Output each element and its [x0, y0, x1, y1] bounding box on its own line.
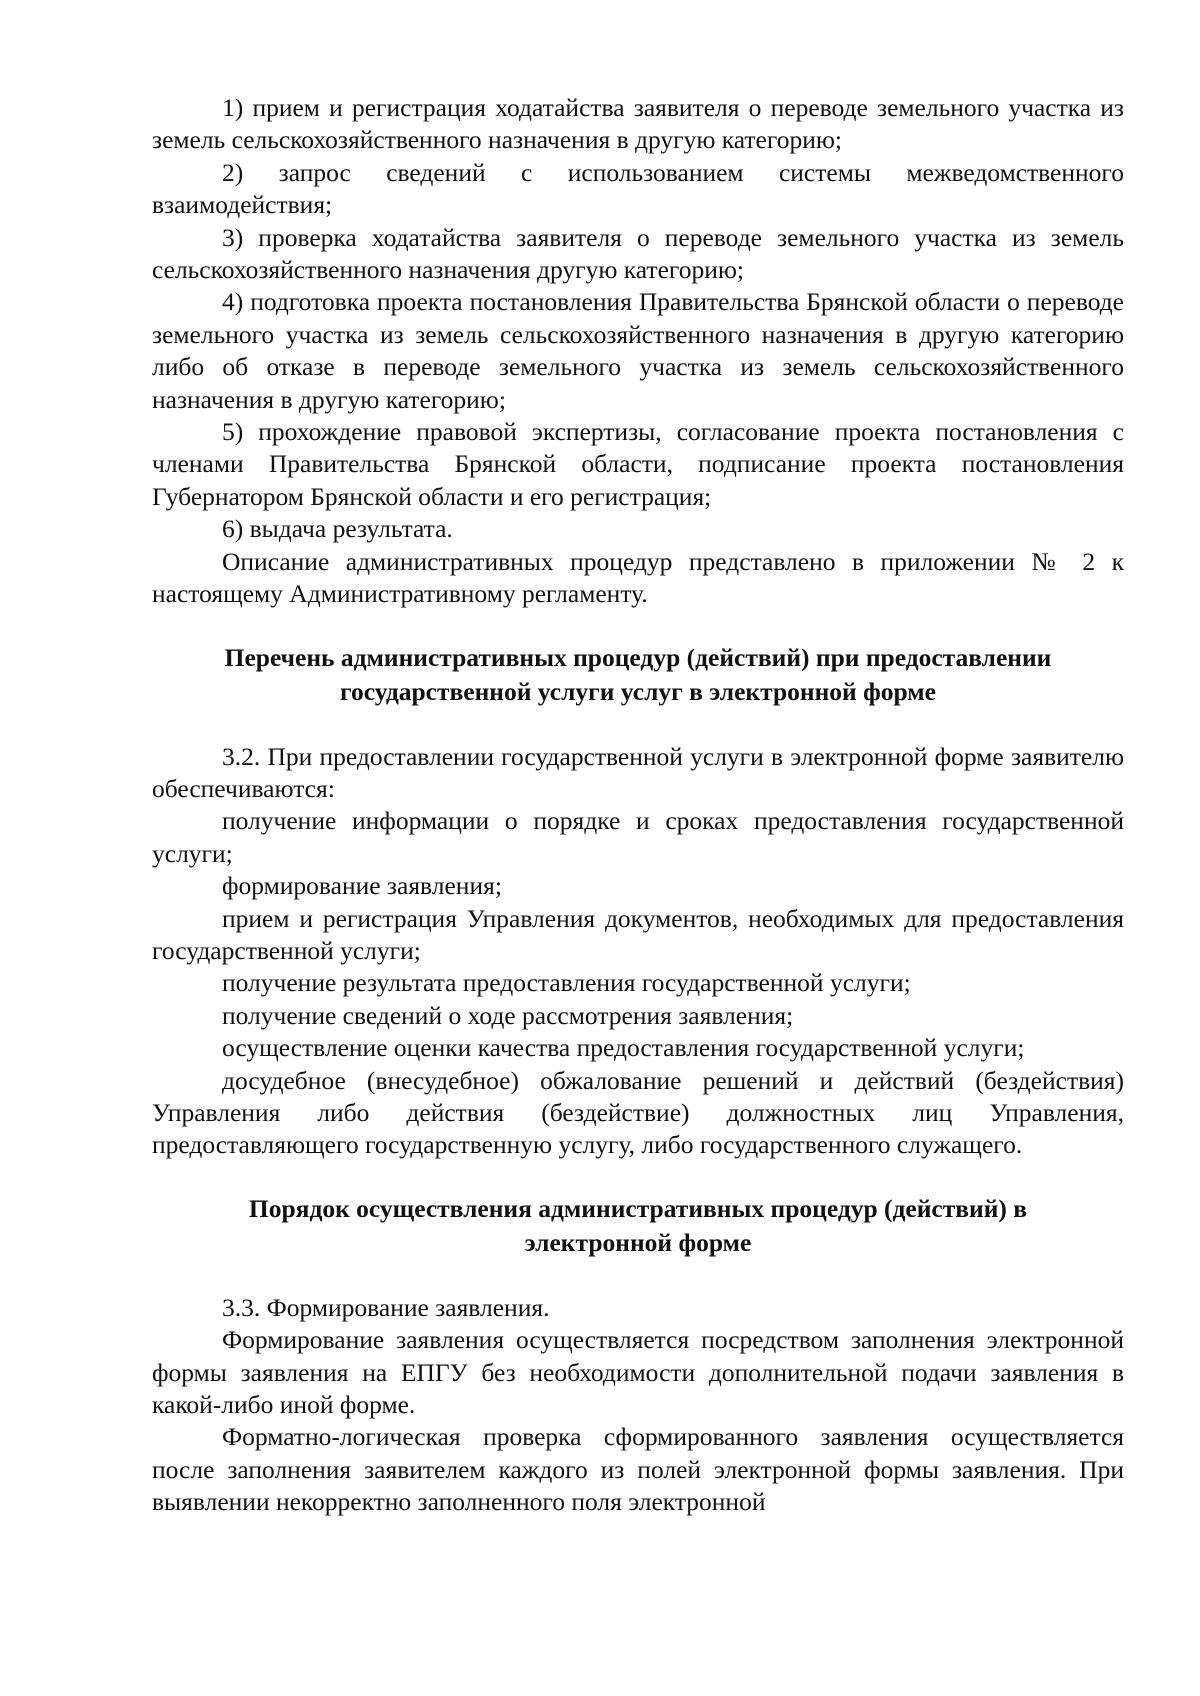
paragraph-3-3: 3.3. Формирование заявления. [222, 1292, 550, 1322]
service-item: получение результата предоставления государственной услуги; [222, 968, 911, 998]
application-forming-section [152, 1292, 1124, 1519]
body-paragraph: Формирование заявления осуществляется посредством заполнения электронной формы заявления на ЕПГУ без необходимости дополнительной подачи заявления в какой-либо иной форме. [152, 1325, 1124, 1419]
service-item: досудебное (внесудебное) обжалование решений и действий (бездействия) Управления либо действия (бездействие) должностных лиц Управления, предоставляющего государственную услугу, либо государственного служащего. [152, 1065, 1124, 1160]
procedure-list [152, 92, 1124, 611]
section-heading-electronic-procedures-list: Перечень административных процедур (действий) при предоставлении государственной услуги услуг в электронной форме [224, 642, 1052, 706]
procedure-item-4: 4) подготовка проекта постановления Правительства Брянской области о переводе земельного участка из земель сельскохозяйственного назначения в другую категорию либо об отказе в переводе земельного участка из земель сельскохозяйственного назначения в другую категорию; [152, 287, 1124, 414]
appendix-reference-paragraph: Описание административных процедур представлено в приложении № 2 к настоящему Административному регламенту. [152, 546, 1124, 609]
service-item: формирование заявления; [222, 871, 502, 901]
service-item: получение сведений о ходе рассмотрения заявления; [222, 1000, 794, 1030]
document-page [152, 92, 1124, 1519]
section-heading-electronic-procedures-order: Порядок осуществления административных процедур (действий) в электронной форме [248, 1193, 1028, 1257]
procedure-item-6: 6) выдача результата. [222, 514, 453, 544]
body-paragraph: Форматно-логическая проверка сформированного заявления осуществляется после заполнения заявителем каждого из полей электронной формы заявления. При выявлении некорректно заполненного поля электронной [152, 1422, 1124, 1517]
service-item: прием и регистрация Управления документов, необходимых для предоставления государственной услуги; [152, 903, 1124, 965]
electronic-services-list [152, 741, 1124, 1162]
procedure-item-3: 3) проверка ходатайства заявителя о переводе земельного участка из земель сельскохозяйственного назначения другую категорию; [152, 222, 1124, 285]
procedure-item-2: 2) запрос сведений с использованием системы межведомственного взаимодействия; [152, 157, 1124, 220]
service-item: осуществление оценки качества предоставления государственной услуги; [222, 1033, 1025, 1063]
procedure-item-1: 1) прием и регистрация ходатайства заявителя о переводе земельного участка из земель сельскохозяйственного назначения в другую категорию; [152, 93, 1124, 155]
procedure-item-5: 5) прохождение правовой экспертизы, согласование проекта постановления с членами Правительства Брянской области, подписание проекта постановления Губернатором Брянской области и его регистрация; [152, 417, 1124, 511]
paragraph-3-2: 3.2. При предоставлении государственной услуги в электронной форме заявителю обеспечиваются: [152, 741, 1124, 803]
service-item: получение информации о порядке и сроках предоставления государственной услуги; [152, 806, 1124, 868]
